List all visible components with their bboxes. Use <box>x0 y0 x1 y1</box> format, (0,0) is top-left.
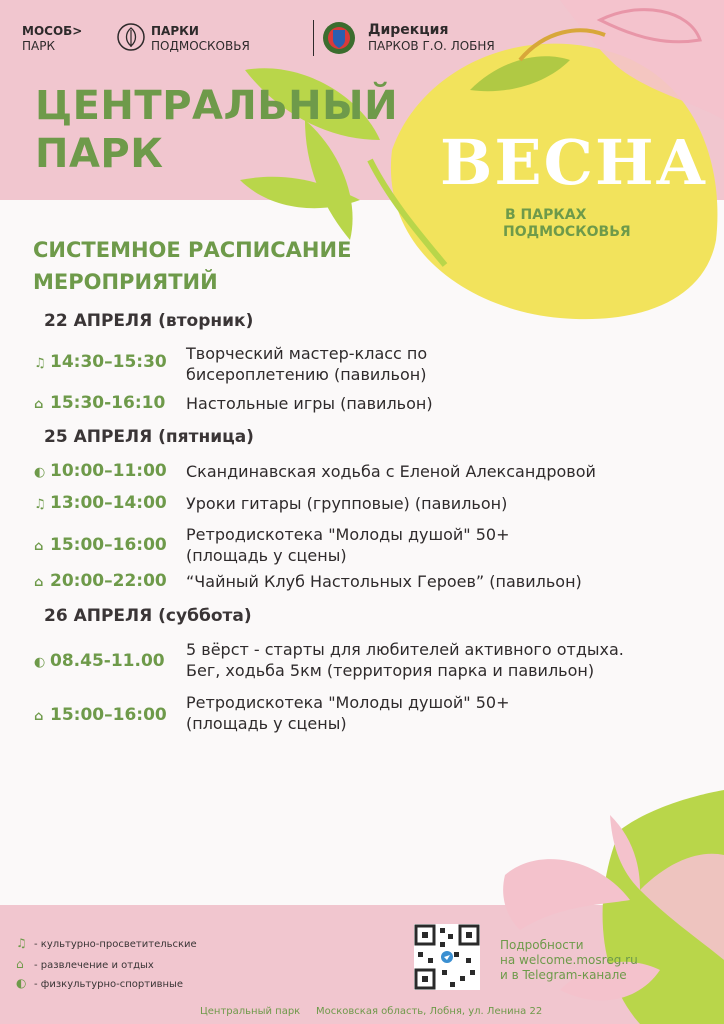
event-desc-line1: Творческий мастер-класс по <box>186 344 428 363</box>
event-desc-line2: Бег, ходьба 5км (территория парка и павильон) <box>186 661 595 680</box>
event-time-value: 10:00–11:00 <box>50 461 167 481</box>
vesna-subtitle-line2: ПОДМОСКОВЬЯ <box>503 224 631 240</box>
schedule-title-line2: МЕРОПРИЯТИЙ <box>33 270 218 294</box>
music-note-icon: ♫ <box>34 497 46 512</box>
event-description <box>186 571 706 592</box>
event-time <box>34 460 167 484</box>
event-time <box>34 650 165 674</box>
event-description <box>186 493 706 514</box>
event-time-value: 15:00–16:00 <box>50 705 167 725</box>
event-time <box>34 704 167 728</box>
details-line2: на welcome.mosreg.ru <box>500 953 638 967</box>
pavilion-icon: ⌂ <box>34 539 44 554</box>
event-description <box>186 639 706 681</box>
event-description <box>186 343 706 385</box>
sport-ball-icon: ◐ <box>34 655 46 670</box>
pavilion-icon: ⌂ <box>34 709 44 724</box>
event-desc-line1: Скандинавская ходьба с Еленой Александровой <box>186 462 596 481</box>
sport-ball-icon: ◐ <box>34 465 46 480</box>
legend-item <box>16 977 183 991</box>
details-line3: и в Telegram-канале <box>500 968 627 982</box>
event-description <box>186 692 706 734</box>
event-desc-line1: Настольные игры (павильон) <box>186 394 433 413</box>
pavilion-icon: ⌂ <box>34 575 44 590</box>
pavilion-icon: ⌂ <box>34 397 44 412</box>
footer-park-name: Центральный парк <box>200 1006 301 1017</box>
logo-parki-line2: ПОДМОСКОВЬЯ <box>151 39 250 53</box>
logo-parki-podmoskovya <box>151 24 250 54</box>
page-title-line2: ПАРК <box>35 131 164 177</box>
logo-divider <box>313 20 314 56</box>
pavilion-icon: ⌂ <box>16 957 24 971</box>
footer-address: Московская область, Лобня, ул. Ленина 22 <box>316 1006 543 1017</box>
event-time <box>34 392 165 416</box>
event-time-value: 15:00–16:00 <box>50 535 167 555</box>
logo-mosobpark <box>22 24 82 54</box>
event-time-value: 15:30-16:10 <box>50 393 166 413</box>
event-desc-line1: Уроки гитары (групповые) (павильон) <box>186 494 508 513</box>
day-date: 26 АПРЕЛЯ (суббота) <box>44 606 252 626</box>
event-desc-line1: 5 вёрст - старты для любителей активного отдыха. <box>186 640 624 659</box>
event-desc-line1: Ретродискотека "Молоды душой" 50+ <box>186 525 510 544</box>
legend-item <box>16 958 154 972</box>
event-time <box>34 534 167 558</box>
page-title-line1: ЦЕНТРАЛЬНЫЙ <box>35 83 399 129</box>
event-time-value: 20:00–22:00 <box>50 571 167 591</box>
event-desc-line1: Ретродискотека "Молоды душой" 50+ <box>186 693 510 712</box>
event-desc-line2: (площадь у сцены) <box>186 714 347 733</box>
event-description <box>186 524 706 566</box>
sport-ball-icon: ◐ <box>16 976 27 990</box>
qr-code[interactable] <box>414 924 480 990</box>
legend-label: - физкультурно-спортивные <box>34 979 184 990</box>
legend-label: - культурно-просветительские <box>34 939 197 950</box>
music-note-icon: ♫ <box>16 936 27 950</box>
event-description <box>186 393 706 414</box>
leaf-logo-icon <box>116 22 146 52</box>
day-date: 22 АПРЕЛЯ (вторник) <box>44 311 254 331</box>
music-note-icon: ♫ <box>34 356 46 371</box>
logo-direktsiya-line2: ПАРКОВ Г.О. ЛОБНЯ <box>368 39 495 53</box>
schedule-title <box>33 234 351 298</box>
event-time-value: 14:30–15:30 <box>50 352 167 372</box>
logo-direktsiya-line1: Дирекция <box>368 22 449 38</box>
event-desc-line2: (площадь у сцены) <box>186 546 347 565</box>
event-time-value: 13:00–14:00 <box>50 493 167 513</box>
coat-of-arms-icon <box>321 20 357 56</box>
legend-label: - развлечение и отдых <box>34 960 154 971</box>
day-date: 25 АПРЕЛЯ (пятница) <box>44 427 254 447</box>
logo-mosobpark-line1: МОСОБ> <box>22 24 83 38</box>
schedule-title-line1: СИСТЕМНОЕ РАСПИСАНИЕ <box>33 238 352 262</box>
event-time <box>34 492 167 516</box>
event-time <box>34 351 167 375</box>
details-line1: Подробности <box>500 938 584 952</box>
event-desc-line2: бисероплетению (павильон) <box>186 365 427 384</box>
event-desc-line1: “Чайный Клуб Настольных Героев” (павильон) <box>186 572 582 591</box>
logo-parki-line1: ПАРКИ <box>151 24 199 38</box>
vesna-subtitle-line1: В ПАРКАХ <box>505 207 587 223</box>
vesna-subtitle <box>503 207 631 241</box>
legend-item <box>16 937 197 951</box>
event-description <box>186 461 706 482</box>
logo-mosobpark-line2: ПАРК <box>22 39 55 53</box>
page-title <box>35 82 398 178</box>
details-text <box>500 938 638 983</box>
event-time <box>34 570 167 594</box>
logo-direktsiya <box>368 22 495 54</box>
vesna-logo: ВЕСНА <box>440 126 709 199</box>
event-time-value: 08.45-11.00 <box>50 651 165 671</box>
